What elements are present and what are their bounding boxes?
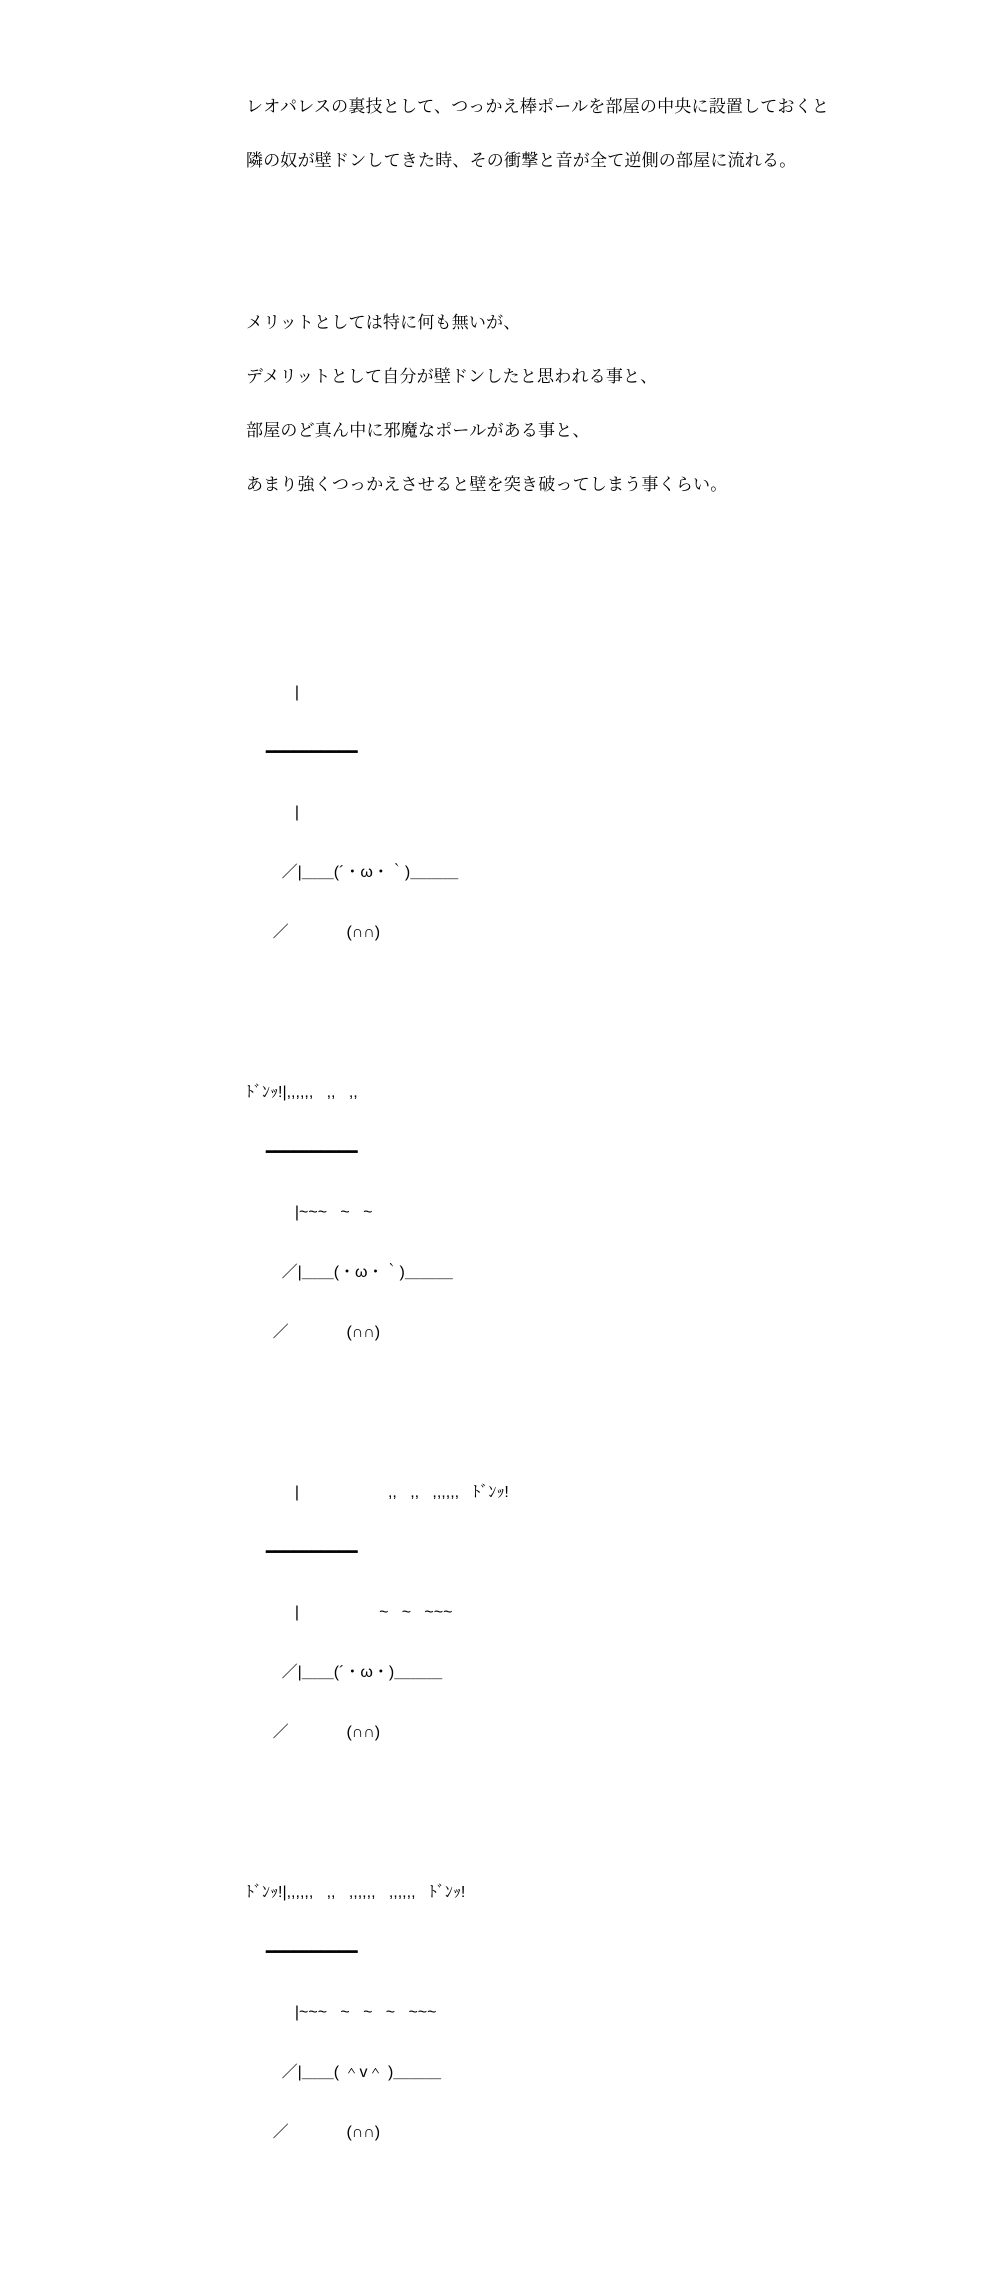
aa-panel-4-hit-from-both	[246, 1843, 829, 2183]
aa-line-wall: ━━━━━━━━━━	[246, 1144, 358, 1161]
aa-panel-1-idle	[246, 643, 829, 983]
ascii-art	[246, 589, 829, 2243]
aa-line-impact: | ,, ,, ,,,,,, ﾄﾞﾝｯ!	[246, 1484, 509, 1501]
post-text-line: デメリットとして自分が壁ドンしたと思われる事と、	[246, 367, 658, 386]
aa-line-floor: ／ (∩∩)	[246, 2124, 381, 2141]
post-text-line: メリットとしては特に何も無いが、	[246, 313, 521, 332]
aa-line-floor: ／ (∩∩)	[246, 1724, 381, 1741]
post-text-line: あまり強くつっかえさせると壁を突き破ってしまう事くらい。	[246, 475, 728, 494]
aa-line-wall: ━━━━━━━━━━	[246, 1944, 358, 1961]
aa-line-face: ／|＿＿( ＾v＾ )＿＿＿	[246, 2064, 442, 2081]
post-body	[246, 8, 829, 2279]
aa-line-pole-top: |	[246, 684, 300, 701]
aa-panel-2-hit-from-left	[246, 1043, 829, 1383]
aa-line-pole-bottom: |	[246, 804, 300, 821]
aa-line-floor: ／ (∩∩)	[246, 1324, 381, 1341]
aa-panel-3-hit-from-right	[246, 1443, 829, 1783]
aa-line-vibration: | ~ ~ ~~~	[246, 1604, 453, 1621]
aa-line-face: ／|＿＿(・ω・｀)＿＿＿	[246, 1264, 453, 1281]
aa-line-vibration: |~~~ ~ ~	[246, 1204, 373, 1221]
aa-line-vibration: |~~~ ~ ~ ~ ~~~	[246, 2004, 437, 2021]
post-text-line: レオパレスの裏技として、つっかえ棒ポールを部屋の中央に設置しておくと	[246, 97, 830, 116]
aa-line-impact: ﾄﾞﾝｯ!|,,,,,, ,, ,,	[246, 1084, 358, 1101]
merit-demerit-paragraph	[246, 278, 829, 530]
aa-line-face: ／|＿＿(´・ω・｀)＿＿＿	[246, 864, 459, 881]
aa-line-impact: ﾄﾞﾝｯ!|,,,,,, ,, ,,,,,, ,,,,,, ﾄﾞﾝｯ!	[246, 1884, 466, 1901]
aa-line-wall: ━━━━━━━━━━	[246, 744, 358, 761]
post-text-line: 隣の奴が壁ドンしてきた時、その衝撃と音が全て逆側の部屋に流れる。	[246, 151, 797, 170]
intro-paragraph	[246, 62, 829, 206]
aa-line-face: ／|＿＿(´・ω・)＿＿＿	[246, 1664, 443, 1681]
aa-line-floor: ／ (∩∩)	[246, 924, 381, 941]
post-text-line: 部屋のど真ん中に邪魔なポールがある事と、	[246, 421, 590, 440]
aa-line-wall: ━━━━━━━━━━	[246, 1544, 358, 1561]
